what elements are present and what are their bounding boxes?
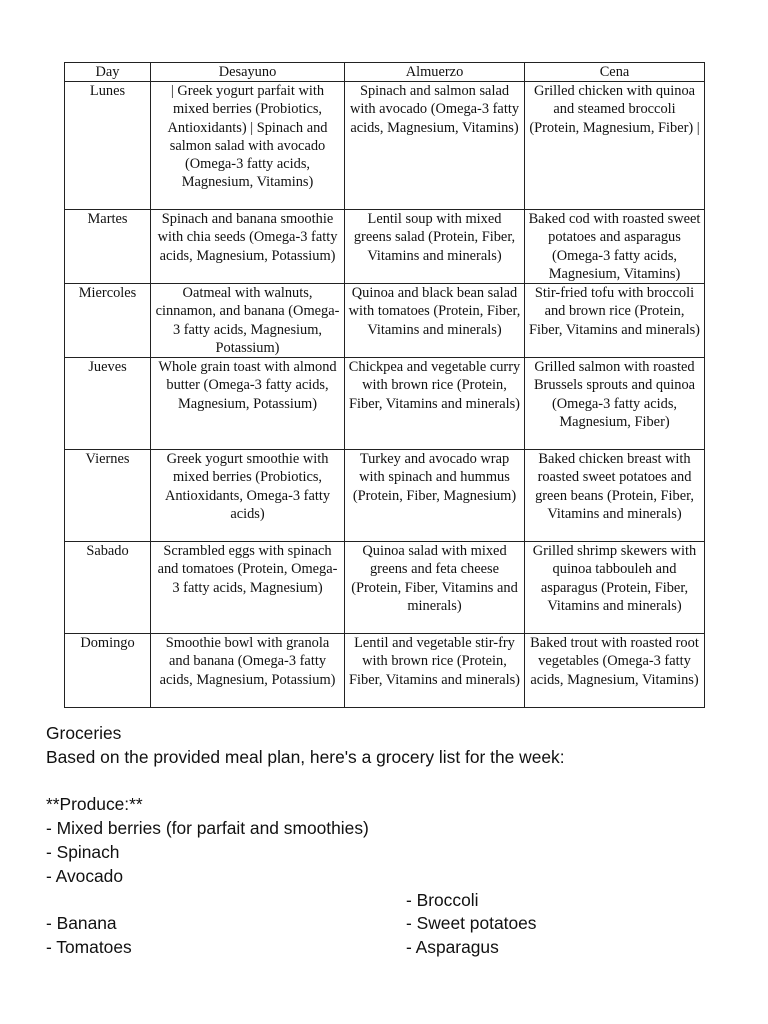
day-cell: Miercoles	[65, 284, 151, 358]
list-item: - Broccoli	[406, 889, 479, 910]
desayuno-cell: | Greek yogurt parfait with mixed berries (Probiotics, Antioxidants) | Spinach and salmon salad with avocado (Omega-3 fatty acids, Magnesium, Vitamins)	[151, 82, 345, 210]
cena-cell: Baked trout with roasted root vegetables (Omega-3 fatty acids, Magnesium, Vitamins)	[525, 634, 705, 708]
list-item: - Spinach	[46, 841, 120, 862]
desayuno-cell: Whole grain toast with almond butter (Omega-3 fatty acids, Magnesium, Potassium)	[151, 358, 345, 450]
desayuno-cell: Spinach and banana smoothie with chia seeds (Omega-3 fatty acids, Magnesium, Potassium)	[151, 210, 345, 284]
list-item: - Avocado	[46, 865, 124, 886]
almuerzo-cell: Quinoa and black bean salad with tomatoes (Protein, Fiber, Vitamins and minerals)	[345, 284, 525, 358]
day-cell: Jueves	[65, 358, 151, 450]
almuerzo-cell: Turkey and avocado wrap with spinach and hummus (Protein, Fiber, Magnesium)	[345, 450, 525, 542]
list-item: - Tomatoes	[46, 937, 132, 958]
list-item: - Banana	[46, 913, 117, 934]
header-desayuno: Desayuno	[151, 63, 345, 82]
meal-plan-table	[64, 62, 705, 708]
day-cell: Lunes	[65, 82, 151, 210]
cena-cell: Grilled shrimp skewers with quinoa tabbouleh and asparagus (Protein, Fiber, Vitamins and minerals)	[525, 542, 705, 634]
list-item: - Sweet potatoes	[406, 913, 537, 934]
desayuno-cell: Greek yogurt smoothie with mixed berries (Probiotics, Antioxidants, Omega-3 fatty acids)	[151, 450, 345, 542]
produce-heading: **Produce:**	[46, 794, 143, 815]
day-cell: Domingo	[65, 634, 151, 708]
desayuno-cell: Oatmeal with walnuts, cinnamon, and banana (Omega-3 fatty acids, Magnesium, Potassium)	[151, 284, 345, 358]
day-cell: Sabado	[65, 542, 151, 634]
table-row	[65, 634, 705, 708]
almuerzo-cell: Chickpea and vegetable curry with brown rice (Protein, Fiber, Vitamins and minerals)	[345, 358, 525, 450]
header-cena: Cena	[525, 63, 705, 82]
cena-cell: Baked cod with roasted sweet potatoes and asparagus (Omega-3 fatty acids, Magnesium, Vitamins)	[525, 210, 705, 284]
blank-line	[46, 770, 746, 794]
list-item: - Asparagus	[406, 937, 499, 958]
grocery-intro: Based on the provided meal plan, here's a grocery list for the week:	[46, 746, 565, 767]
list-row	[46, 912, 746, 936]
cena-cell: Stir-fried tofu with broccoli and brown rice (Protein, Fiber, Vitamins and minerals)	[525, 284, 705, 358]
almuerzo-cell: Spinach and salmon salad with avocado (Omega-3 fatty acids, Magnesium, Vitamins)	[345, 82, 525, 210]
almuerzo-cell: Lentil soup with mixed greens salad (Protein, Fiber, Vitamins and minerals)	[345, 210, 525, 284]
day-cell: Martes	[65, 210, 151, 284]
list-item: - Mixed berries (for parfait and smoothies)	[46, 818, 369, 839]
header-day: Day	[65, 63, 151, 82]
table-row	[65, 358, 705, 450]
day-cell: Viernes	[65, 450, 151, 542]
grocery-notes	[46, 722, 746, 960]
cena-cell: Grilled salmon with roasted Brussels sprouts and quinoa (Omega-3 fatty acids, Magnesium, Fiber)	[525, 358, 705, 450]
header-almuerzo: Almuerzo	[345, 63, 525, 82]
table-row	[65, 82, 705, 210]
almuerzo-cell: Quinoa salad with mixed greens and feta cheese (Protein, Fiber, Vitamins and minerals)	[345, 542, 525, 634]
almuerzo-cell: Lentil and vegetable stir-fry with brown rice (Protein, Fiber, Vitamins and minerals)	[345, 634, 525, 708]
desayuno-cell: Scrambled eggs with spinach and tomatoes (Protein, Omega-3 fatty acids, Magnesium)	[151, 542, 345, 634]
table-row	[65, 284, 705, 358]
desayuno-cell: Smoothie bowl with granola and banana (Omega-3 fatty acids, Magnesium, Potassium)	[151, 634, 345, 708]
table-header-row	[65, 63, 705, 82]
list-row	[46, 889, 746, 913]
cena-cell: Baked chicken breast with roasted sweet potatoes and green beans (Protein, Fiber, Vitamins and minerals)	[525, 450, 705, 542]
list-row	[46, 936, 746, 960]
cena-cell: Grilled chicken with quinoa and steamed broccoli (Protein, Magnesium, Fiber) |	[525, 82, 705, 210]
table-row	[65, 542, 705, 634]
groceries-heading: Groceries	[46, 723, 122, 743]
table-row	[65, 450, 705, 542]
table-row	[65, 210, 705, 284]
